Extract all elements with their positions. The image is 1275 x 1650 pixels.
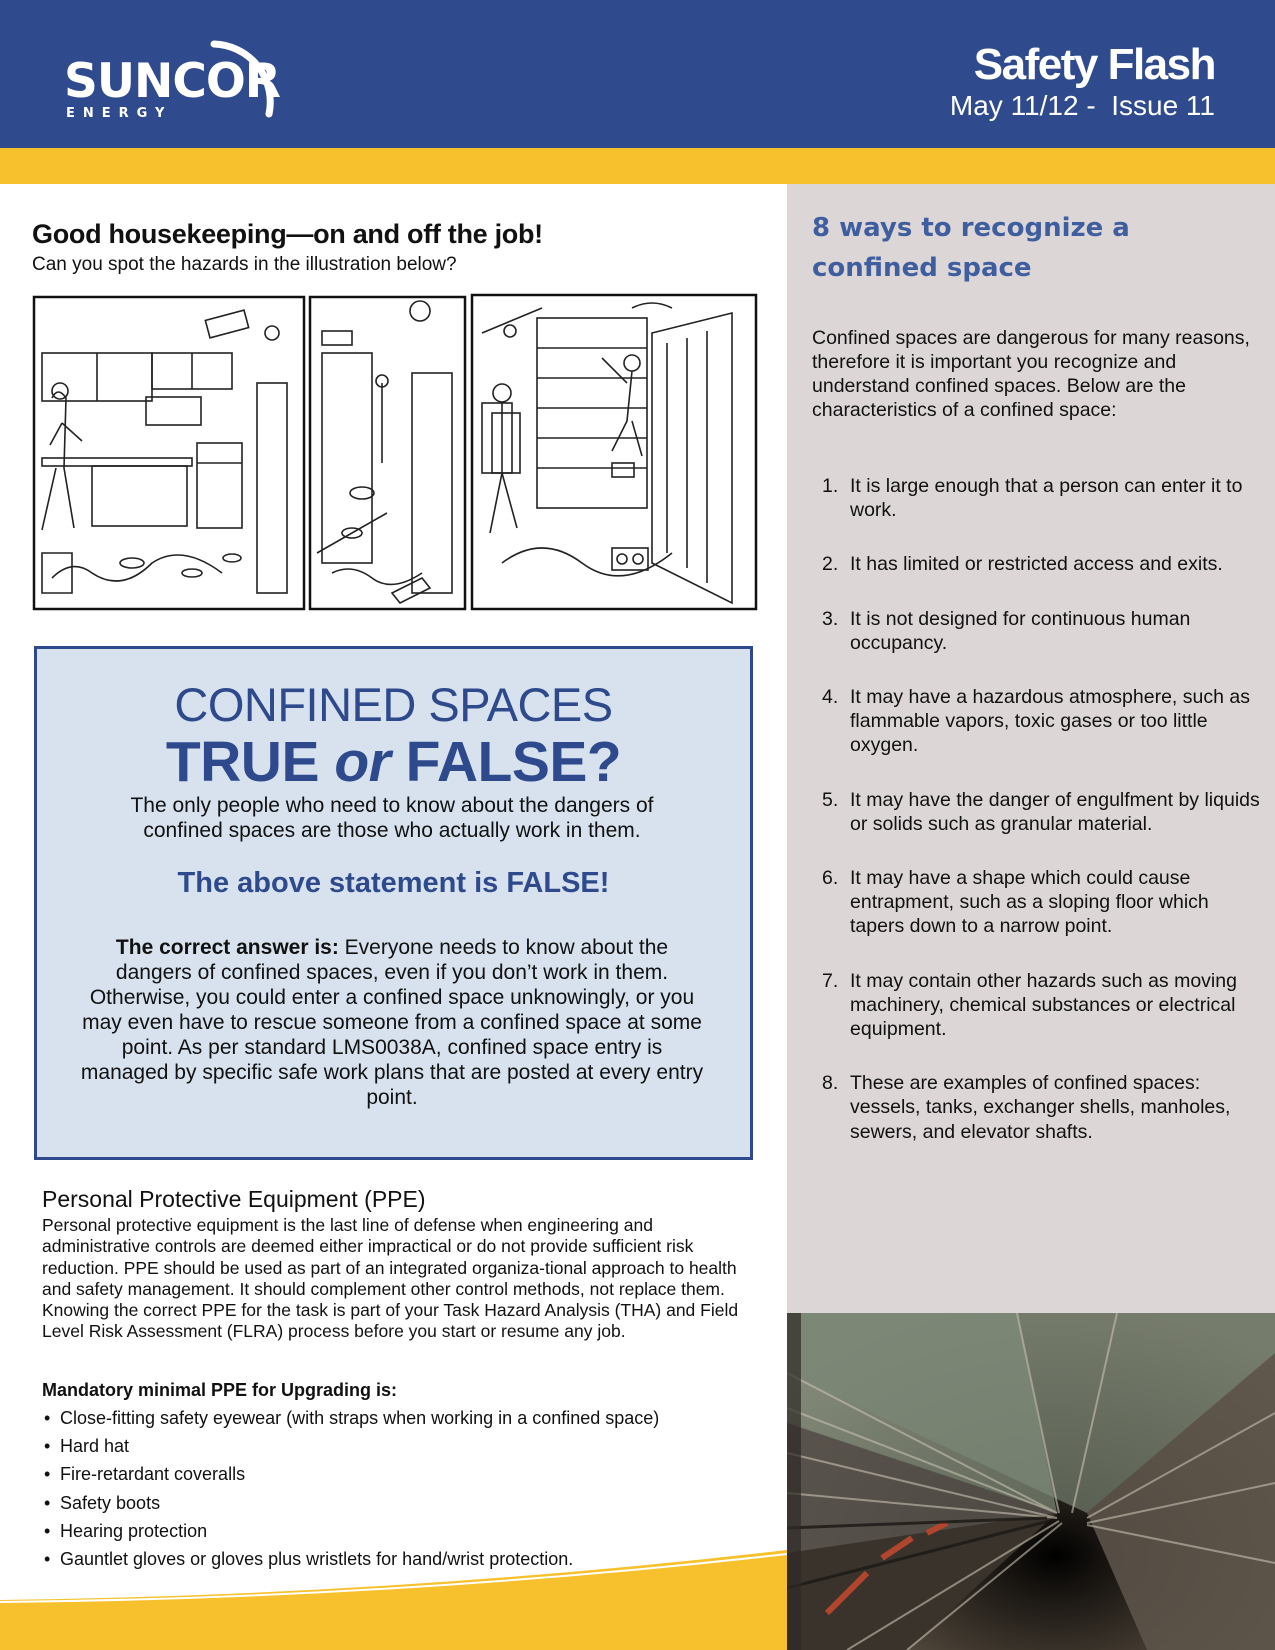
ppe-title: Personal Protective Equipment (PPE) [42, 1186, 426, 1212]
header-banner [0, 0, 1275, 148]
suncor-logo [64, 22, 314, 127]
confined-spaces-quiz-box [34, 646, 753, 1160]
elevator-shaft-photo [787, 1313, 1275, 1650]
list-item: • Safety boots [44, 1492, 161, 1513]
quiz-heading: CONFINED SPACES [174, 678, 613, 731]
ppe-body: Personal protective equipment is the last line of defense when engineering and administrative controls are deemed either impractical or do not provide sufficient risk reduction. PPE should be used as part of an integrated organiza-tional approach to health and safety management. It should complement other control methods, not replace them. Knowing the correct PPE for the task is part of your Task Hazard Analysis (THA) and Field Level Risk Assessment (FLRA) process before you start or resume any job. [42, 1215, 739, 1342]
housekeeping-title: Good housekeeping—on and off the job! [32, 219, 543, 249]
list-item: 2. It has limited or restricted access and exits. [822, 553, 1223, 576]
list-item: 8. These are examples of confined spaces: vessels, tanks, exchanger shells, manholes, sewers, and elevator shafts. [822, 1072, 1231, 1143]
list-item: 7. It may contain other hazards such as moving machinery, chemical substances or electrical equipment. [822, 969, 1237, 1041]
footer-wave [0, 1540, 787, 1650]
list-item: 4. It may have a hazardous atmosphere, such as flammable vapors, toxic gases or too little oxygen. [822, 686, 1250, 757]
ppe-mandatory-heading: Mandatory minimal PPE for Upgrading is: [42, 1380, 398, 1400]
list-item: • Hearing protection [44, 1520, 208, 1541]
list-item: • Hard hat [44, 1436, 130, 1457]
bulletin-issue: May 11/12 - Issue 11 [949, 90, 1215, 121]
list-item: • Close-fitting safety eyewear (with straps when working in a confined space) [44, 1408, 660, 1428]
quiz-verdict: The above statement is FALSE! [177, 867, 610, 899]
list-item: • Gauntlet gloves or gloves plus wristlets for hand/wrist protection. [44, 1549, 574, 1570]
list-item: 5. It may have the danger of engulfment by liquids or solids such as granular material. [822, 788, 1260, 835]
list-item: • Fire-retardant coveralls [44, 1464, 246, 1485]
list-item: 3. It is not designed for continuous human occupancy. [822, 607, 1191, 654]
housekeeping-hazard-illustration [32, 293, 760, 613]
quiz-question: TRUE or FALSE? [165, 730, 622, 794]
bulletin-title: Safety Flash [973, 40, 1215, 89]
list-item: 6. It may have a shape which could cause entrapment, such as a sloping floor which tapers down to a narrow point. [822, 867, 1209, 938]
quiz-answer: The correct answer is: Everyone needs to know about the dangers of confined spaces, even if you don’t work in them. Otherwise, you could enter a confined space unknowingly, or you may even have to rescue someone from a confined space at some point. As per standard LMS0038A, confined space entry is managed by specific safe work plans that are posted at every entry point. [80, 936, 704, 1109]
logo-subtitle: ENERGY [66, 106, 173, 121]
housekeeping-subtitle: Can you spot the hazards in the illustration below? [32, 254, 457, 275]
list-item: 1. It is large enough that a person can enter it to work. [822, 475, 1243, 522]
header-stripe [0, 148, 1275, 184]
sidebar-title: 8 ways to recognize a confined space [812, 213, 1130, 283]
quiz-statement: The only people who need to know about the dangers of confined spaces are those who actually work in them. [130, 794, 654, 842]
sidebar-intro: Confined spaces are dangerous for many reasons, therefore it is important you recognize and understand confined spaces. Below are the characteristics of a confined space: [812, 327, 1250, 421]
confined-space-list [812, 474, 1262, 1174]
logo-word: SUNCOR [64, 54, 280, 109]
